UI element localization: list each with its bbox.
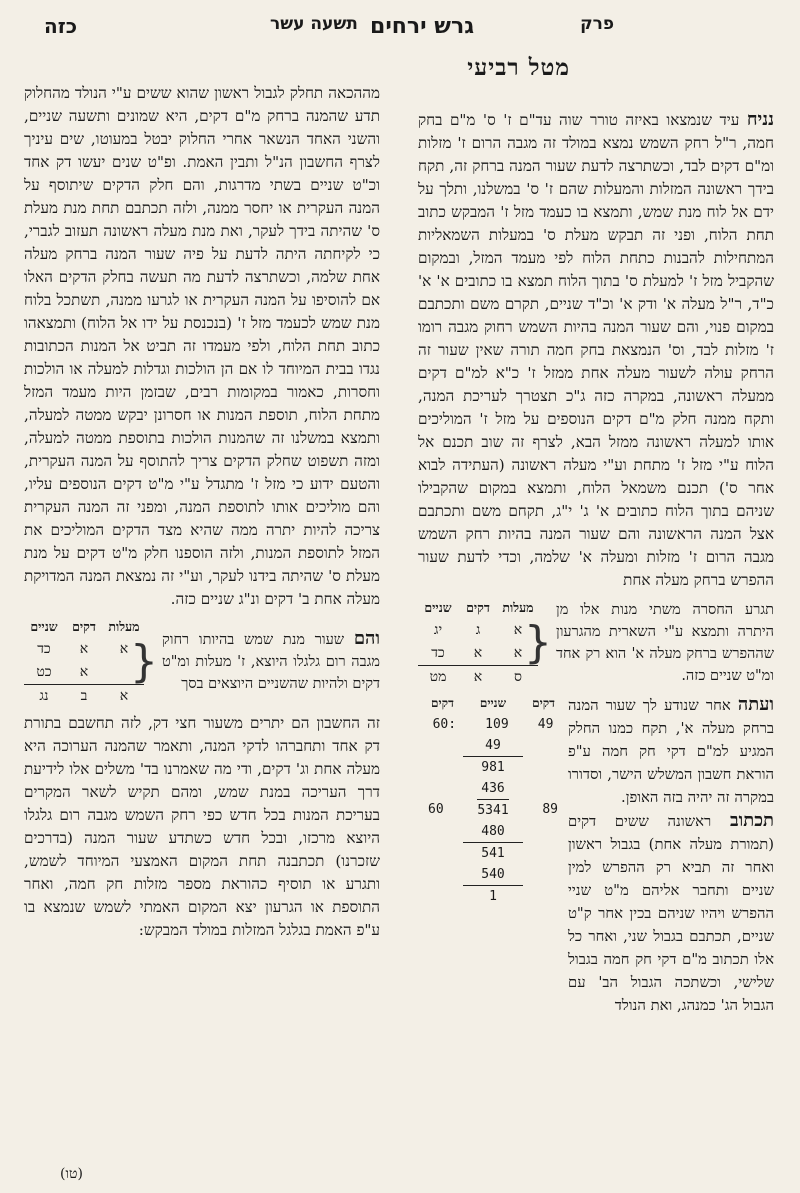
table-cell: א [119,688,129,704]
table-row [418,642,538,666]
table-header: מעלות [502,600,534,615]
lead-word: נניח [746,109,774,130]
table-1-block [418,596,774,689]
table-2-text [162,628,380,695]
table-cell: ב [80,688,88,704]
table-row [418,619,538,642]
table-cell: כד [37,641,51,657]
table-header: מעלות [108,619,140,634]
calc-value: 480 [481,824,505,839]
running-head-label: פרק [580,14,614,34]
paragraph-text: עיד שנמצאו באיזה טורר שוה עד"ם ז' ס' מ"ם בחק חמה, ר"ל רחק השמש נמצא במולד זה מגבה הרום ז' מזלות ומ"ם דקים לבד, וכשתרצה לדעת שעור המנה ברחק זה, תקח בידך ראשונה המזלות והמעלות שהם ז' ס' במשלנו, ותלך על ידם אל לוח מנת שמש, ותמצא בו כעמד מזל ז' המבקש כתוב תחת הלוח, ופני זה תבקש מעלת ס' במעלות השמאליות המתחילות להבנות כתחת הלוח לפי מעמד המזל, ובמקום שהקביל מזל ז' למעלת ס' בתוך הלוח תמצא בו כתובים א' א' כ"ד, ר"ל מעלה א' ודק א' וכ"ד שניים, תקרם משם ותכתבם במקום פנוי, והם שעור המנה בהיות השמש רחוק מגבה רומו ז' מזלות לבד, וס' הנמצאת בחק חמה תורה שאין שעור זה הרחק עולה לשעור מעלה אחת ממזל ז' כ"א למ"ם דקים ממעלה ראשונה, במקרה כזה ג"כ תצטרך לעריכת המנה, ותקח ממנה חלק מ"ם דקים הנוספים על מזל ז' המוליכים אותו למעלה ראשונה ממזל הבא, לצרף זה שוב תכנם אל הלוח ע"י מזל ז' מתחת וע"י מעלה ראשונה (העתידה לבוא אחר ס') תכנם משמאל הלוח, ותמצא במקום שהקבילו שניהם בתוך הלוח כתובים א' ג' י"ג, תקחם משם ותכתבם אצל המנה הראשונה והם שעור המנה בהיות רחק השמש מגבה הרום ז' מזלות ומעלה א' שלמה, וכדי לדעת שעור ההפרש ברחק מעלה אחת [418,111,774,589]
paragraph-left-1: מההכאה תחלק לגבול ראשון שהוא ששים ע"י הנולד מהחלוק תדע שהמנה ברחק מ"ם דקים, היא שמונים ותשעה שניים, והשני האחד הנשאר אחרי החלוק יבטל במעוטו, שים עיניך לצרף החשבון הנ"ל ותבין האמת. ופ"ט שנים יעשו דק אחד וכ"ט שניים בשתי מדרגות, והם חלק הדקים שיתוסף על המנה העקרית או יחסר ממנה, ולזה תכתבם תחת מנת מעלת ס' שהיתה בידך לעקר, ואת מנת מעלה ראשונה תעזוב לגברי, כי לקיחתה היתה לדעת על פיה שעור המנה ברחק מעלה אחת שלמה, וכשתרצה לדעת מה תעשה בחלק הדקים האלו אם להוסיפו על המנה העקרית או לגרעו ממנה, תשתכל בלוח מנת שמש לכעמד מזל ז' (בנכנסת על ידו אל הלוח) ותמצאהו כתוב תחת הלוח, ולפי מעמדו זה תביט אל המנות הכתובות נגדו בבית המיוחד לו אם הן הולכות וגדלות למעלה או הולכות וחסרות, כאמור במקומות רבים, שבזמן היות מעמד המזל מתחת הלוח, תוספת המנות או חסרונן יבקש ממטה למעלה, ותמצא במשלנו זה שהמנות הולכות בתוספת ממטה למעלה, ומזה תשפוט שחלק הדקים צריך להתוסף על המנה העקרית, והטעם ידוע כי מזל ז' מתגדל ע"י מ"ט דקים הנוספים עליו, והם מוליכים אותו לתוספת המנה, ומפני זה המנה העקרית צריכה להיות יתרה ממה שהיא מצד הדקים המוליכים את המזל לתוספת המנות, ולזה הוספנו חלק מ"ט דקים על מנת מעלת ס' שהיתה בידנו לעקר, וע"י זה נמצאת המנה המדויקת מעלה אחת ב' דקים ונ"ג שניים כזה. [24,84,380,608]
running-head-section: תשעה עשר [270,14,358,34]
calc-value: 49 [537,717,554,732]
calc-divisor: 60 [428,802,444,817]
table-cell: מט [429,669,447,685]
lead-word: והם [353,628,380,649]
running-head-book: גרש ירחים [370,14,475,39]
paragraph-left-2: זה החשבון הם יתרים משעור חצי דק, לזה תחשבם בתורת דק אחד ותחברהו לדקי המנה, ותאמר שהמנה הערוכה היא מעלה אחת וג' דקים, ודי מה שאמרנו בד' משלים אלו לידיעת דרך העריכה במנת שמש, ומהם תקיש לשאר המקרים בעריכת המנות בכל חדש כפי רחק השמש מגבה רום גלגלו היוצא מרכזו, ובכל חדש כשתדע שעור המנה (בדרכים שזכרנו) תכתבנה תחת המקום האמצעי המיוחד לשמש, ותגרע או תוסיף כהוראת מספר מזלות חק חמה, ואחר התוספת או הגרעון יצא המקום האמתי לשמש שנמצא בו ע"פ האמת בגלגל המזלות במולד המבקש: [24,714,380,939]
right-column [418,108,774,1155]
table-cell: ג [475,622,481,638]
table-header: שניים [424,600,452,615]
calc-header: דקים [532,696,555,710]
calc-header: שניים [479,696,507,710]
table-cell: א [513,622,523,638]
footer-marker: (טו) [60,1166,83,1182]
calc-value: 5341 [477,799,508,821]
calc-worksheet [418,693,568,1017]
table-header: דקים [72,619,96,634]
table-cell: ס [514,669,522,685]
calc-value: 49 [485,738,501,753]
table-header: דקים [466,600,490,615]
calc-row [418,714,568,735]
table-row [24,661,144,685]
paragraph-text: ראשונה ששים דקים (תמורת מעלה אחת) בגבול ראשון ואחר זה תביא רק ההפרש למין שניים ותחבר אליהם מ"ט שניי ההפרש ויהיו שניהם בכין אחר ק"ט שניים, תכתבם בגבול שני, ואחר כל אלו תכתוב מ"ם דקי חק חמה בגבול שלישי, וכשתכה הגבול הב' עם הגבול הג' כמנהג, ואת הנולד [568,813,774,1014]
brace-icon: { [130,635,158,687]
table-row [24,638,144,661]
page-number: כזה [44,14,78,38]
lead-word: תכתוב [729,810,774,831]
calc-work [418,735,568,907]
table-1-text: תגרע החסרה משתי מנות אלו מן היתרה ותמצא ע"י השארית מהגרעון שההפרש ברחק מעלה א' הוא רק אחד ומ"ט שניים כזה. [556,601,774,684]
calc-value: 436 [481,781,505,796]
calc-headers [418,693,568,714]
calc-value: 541 [463,842,523,864]
calc-value: 109 [485,717,509,732]
table-row [24,685,144,709]
lead-word: ועתה [737,694,774,715]
calc-value: 540 [481,867,505,882]
table-cell: כד [431,645,445,661]
calc-text [568,693,774,1017]
calc-quotient: 89 [542,802,558,817]
brace-icon: { [524,616,552,668]
table-cell: א [473,669,483,685]
table-2 [24,615,144,708]
paragraph-text: אחר שנודע לך שעור המנה ברחק מעלה א', תקח כמנו החלק המגיע למ"ם דקי חק חמה ע"פ הוראת חשבון המשלש הישר, וסדורו במקרה זה יהיה בזה האופן. [568,697,774,806]
left-column [24,82,380,1155]
paragraph-text: שעור מנת שמש בהיותו רחוק מגבה רום גלגלו היוצא, ז' מעלות ומ"ט דקים ולהיות שהשניים היוצאים בסך [162,632,380,692]
table-cell: א [473,645,483,661]
calc-header: דקים [431,696,454,710]
calc-value: 1 [463,885,523,907]
calc-value: 981 [463,756,523,778]
table-cell: א [79,641,89,657]
table-1 [418,596,538,689]
paragraph-1 [418,108,774,592]
table-cell: א [513,645,523,661]
calc-division-row [428,799,558,821]
calculation-block [418,693,774,1017]
table-row [418,666,538,690]
table-cell: נג [39,688,49,704]
table-2-block [24,615,380,708]
table-cell [104,661,144,685]
table-cell: א [79,664,89,680]
calc-value: 60: [432,717,457,732]
table-cell: א [119,641,129,657]
table-header: שניים [30,619,58,634]
table-cell: יג [433,622,443,638]
section-title: מטל רביעי [467,54,570,81]
table-cell: כט [36,664,52,680]
